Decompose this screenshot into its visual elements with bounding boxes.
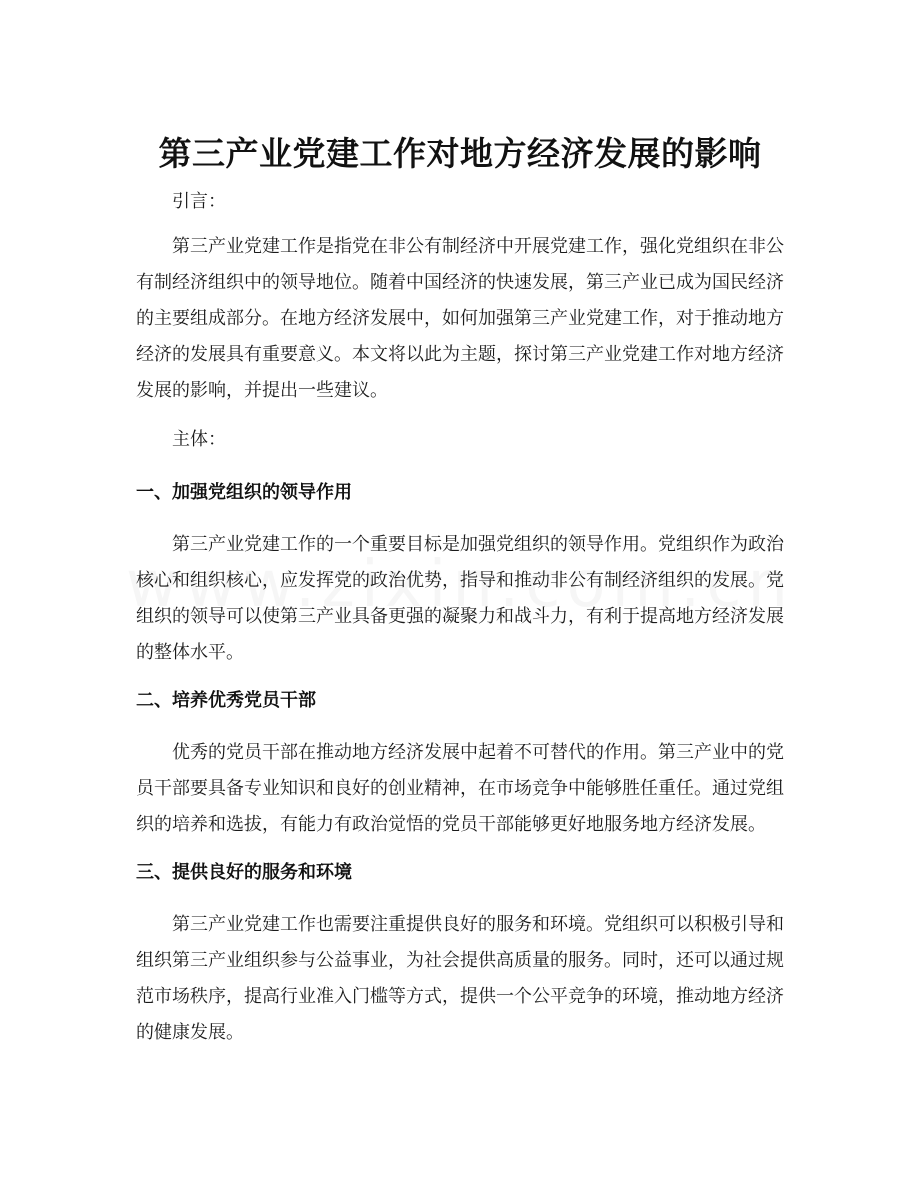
document-title: 第三产业党建工作对地方经济发展的影响 [158, 134, 762, 174]
intro-paragraph: 第三产业党建工作是指党在非公有制经济中开展党建工作，强化党组织在非公有制经济组织中的领导地位。随着中国经济的快速发展，第三产业已成为国民经济的主要组成部分。在地方经济发展中，如何加强第三产业党建工作，对于推动地方经济的发展具有重要意义。本文将以此为主题，探讨第三产业党建工作对地方经济发展的影响，并提出一些建议。 [136, 236, 784, 401]
section-heading-3: 三、提供良好的服务和环境 [136, 862, 352, 883]
section-paragraph-1: 第三产业党建工作的一个重要目标是加强党组织的领导作用。党组织作为政治核心和组织核心，应发挥党的政治优势，指导和推动非公有制经济组织的发展。党组织的领导可以使第三产业具备更强的凝聚力和战斗力，有利于提高地方经济发展的整体水平。 [136, 534, 784, 663]
intro-label: 引言： [172, 191, 226, 212]
section-heading-1: 一、加强党组织的领导作用 [136, 482, 352, 503]
section-paragraph-2: 优秀的党员干部在推动地方经济发展中起着不可替代的作用。第三产业中的党员干部要具备专业知识和良好的创业精神，在市场竞争中能够胜任重任。通过党组织的培养和选拔，有能力有政治觉悟的党员干部能够更好地服务地方经济发展。 [136, 742, 784, 835]
section-paragraph-3: 第三产业党建工作也需要注重提供良好的服务和环境。党组织可以积极引导和组织第三产业组织参与公益事业，为社会提供高质量的服务。同时，还可以通过规范市场秩序，提高行业准入门槛等方式，提供一个公平竞争的环境，推动地方经济的健康发展。 [136, 914, 784, 1043]
body-label: 主体： [172, 429, 226, 450]
section-heading-2: 二、培养优秀党员干部 [136, 690, 316, 711]
